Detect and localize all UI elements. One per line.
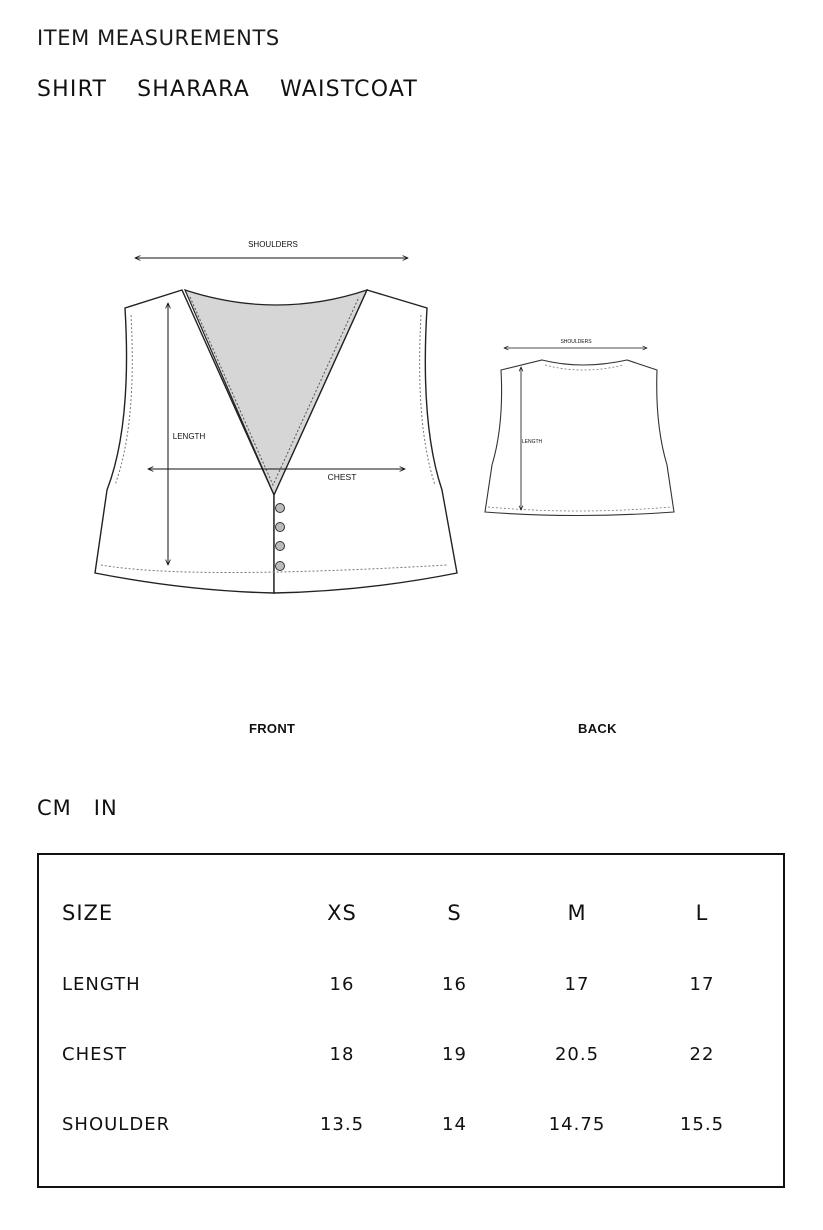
table-cell: 14 — [442, 1113, 467, 1135]
front-chest-label: CHEST — [327, 472, 357, 482]
size-chart-header-row — [62, 877, 762, 949]
front-caption: FRONT — [249, 721, 296, 736]
header-size-l: L — [695, 901, 709, 925]
size-chart — [37, 853, 785, 1188]
row-label-length: LENGTH — [62, 973, 141, 995]
tab-waistcoat[interactable]: WAISTCOAT — [279, 77, 419, 102]
back-vest-illustration — [485, 348, 674, 516]
row-label-chest: CHEST — [62, 1043, 127, 1065]
table-cell: 20.5 — [554, 1043, 600, 1065]
back-caption: BACK — [578, 721, 617, 736]
table-cell: 15.5 — [679, 1113, 725, 1135]
table-cell: 17 — [564, 973, 590, 995]
tab-shirt[interactable]: SHIRT — [37, 77, 108, 102]
front-length-label: LENGTH — [172, 432, 206, 441]
table-cell: 13.5 — [319, 1113, 365, 1135]
table-cell: 14.75 — [548, 1113, 606, 1135]
section-title: ITEM MEASUREMENTS — [37, 26, 280, 50]
unit-tab-in[interactable]: IN — [93, 796, 118, 820]
unit-tab-cm[interactable]: CM — [37, 796, 72, 820]
back-length-label: LENGTH — [521, 439, 543, 445]
table-cell: 22 — [689, 1043, 715, 1065]
tab-sharara[interactable]: SHARARA — [137, 77, 250, 102]
table-row — [62, 1019, 762, 1089]
table-cell: 17 — [689, 973, 715, 995]
front-shoulders-label: SHOULDERS — [248, 240, 298, 249]
header-size-xs: XS — [327, 901, 357, 925]
table-cell: 19 — [442, 1043, 467, 1065]
measurement-diagram — [37, 125, 787, 765]
front-vest-illustration — [95, 258, 457, 593]
header-size-s: S — [447, 901, 462, 925]
table-row — [62, 949, 762, 1019]
table-cell: 18 — [329, 1043, 355, 1065]
table-cell: 16 — [442, 973, 467, 995]
row-label-shoulder: SHOULDER — [62, 1113, 171, 1135]
size-chart-table — [62, 877, 762, 1159]
header-size-label: SIZE — [62, 901, 114, 925]
back-shoulders-label: SHOULDERS — [560, 339, 592, 345]
table-row — [62, 1089, 762, 1159]
unit-tabs — [37, 796, 140, 820]
table-cell: 16 — [329, 973, 355, 995]
garment-tabs — [37, 77, 448, 102]
header-size-m: M — [567, 901, 587, 925]
